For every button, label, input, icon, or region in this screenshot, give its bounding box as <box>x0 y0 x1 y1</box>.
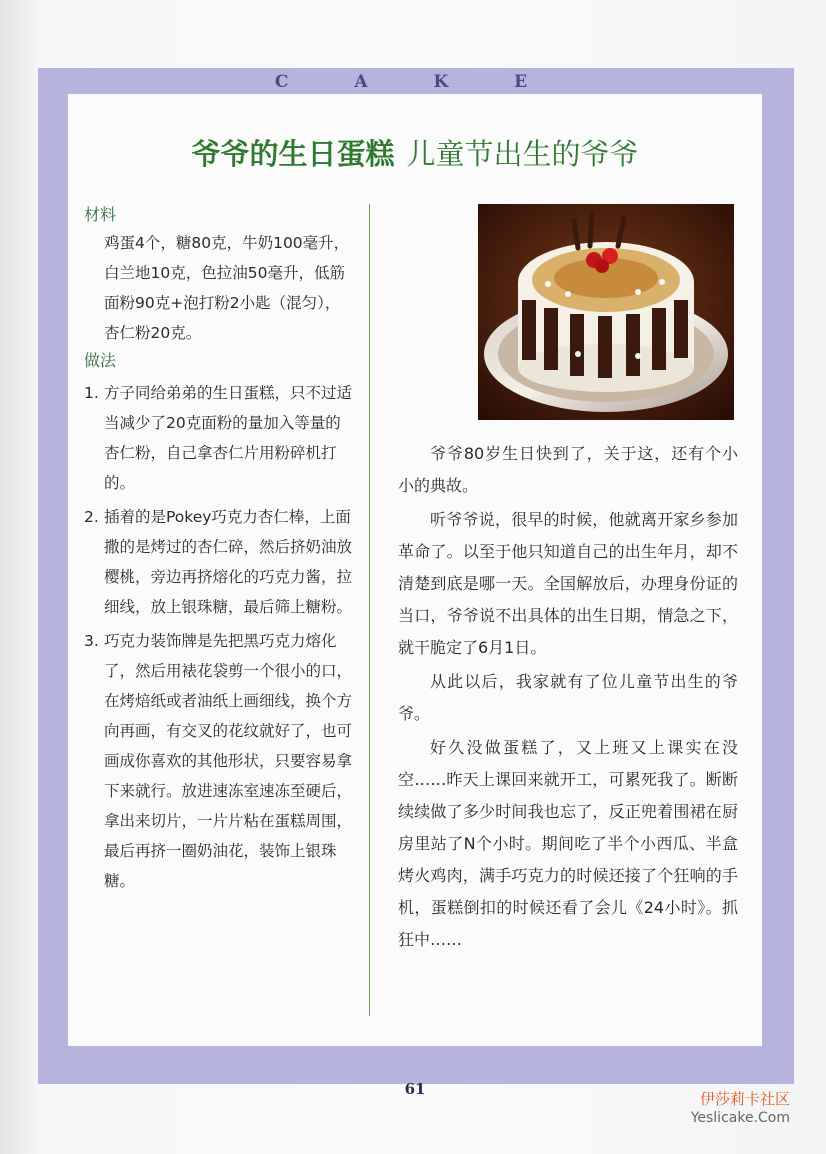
title-main: 爷爷的生日蛋糕 <box>191 137 395 171</box>
page-title <box>68 134 762 174</box>
method-step <box>84 378 354 498</box>
step-text: 方子同给弟弟的生日蛋糕，只不过适当减少了20克面粉的量加入等量的杏仁粉，自己拿杏仁片用粉碎机打的。 <box>104 384 353 492</box>
recipe-column <box>84 202 354 900</box>
method-step <box>84 502 354 622</box>
watermark-en: Yeslicake.Com <box>690 1110 790 1126</box>
step-number: 3. <box>84 632 99 650</box>
page-frame <box>38 68 794 1098</box>
story-paragraph: 听爷爷说，很早的时候，他就离开家乡参加革命了。以至于他只知道自己的出生年月，却不清楚到底是哪一天。全国解放后，办理身份证的当口，爷爷说不出具体的出生日期，情急之下，就干脆定了6月1日。 <box>398 510 738 657</box>
page-number: 61 <box>404 1080 426 1098</box>
watermark-cn: 伊莎莉卡社区 <box>699 1090 790 1108</box>
method-heading: 做法 <box>84 351 117 370</box>
materials-heading: 材料 <box>84 205 117 224</box>
column-divider <box>369 204 370 1016</box>
method-step <box>84 626 354 896</box>
story-paragraph: 爷爷80岁生日快到了，关于这，还有个小小的典故。 <box>398 444 738 495</box>
materials-text: 鸡蛋4个，糖80克，牛奶100毫升，白兰地10克，色拉油50毫升，低筋面粉90克+泡打粉2小匙（混匀），杏仁粉20克。 <box>104 234 350 342</box>
header-label: C A K E <box>274 72 558 92</box>
step-number: 2. <box>84 508 99 526</box>
story-paragraph: 从此以后，我家就有了位儿童节出生的爷爷。 <box>398 672 738 723</box>
step-number: 1. <box>84 384 99 402</box>
cake-illustration <box>478 204 734 420</box>
story-column <box>398 438 738 958</box>
content-panel <box>68 94 762 1098</box>
method-steps <box>84 378 354 896</box>
step-text: 插着的是Pokey巧克力杏仁棒，上面撒的是烤过的杏仁碎，然后挤奶油放樱桃，旁边再挤熔化的巧克力酱，拉细线，放上银珠糖，最后筛上糖粉。 <box>104 508 353 616</box>
title-sub: 儿童节出生的爷爷 <box>406 137 639 171</box>
cake-photo <box>478 204 734 420</box>
step-text: 巧克力装饰牌是先把黑巧克力熔化了，然后用裱花袋剪一个很小的口，在烤焙纸或者油纸上画细线，换个方向再画，有交叉的花纹就好了，也可画成你喜欢的其他形状，只要容易拿下来就行。放进速冻室速冻至硬后，拿出来切片，一片片粘在蛋糕周围，最后再挤一圈奶油花，装饰上银珠糖。 <box>104 632 353 890</box>
story-paragraph: 好久没做蛋糕了，又上班又上课实在没空……昨天上课回来就开工，可累死我了。断断续续做了多少时间我也忘了，反正兜着围裙在厨房里站了N个小时。期间吃了半个小西瓜、半盒烤火鸡肉，满手巧克力的时候还接了个狂响的手机，蛋糕倒扣的时候还看了会儿《24小时》。抓狂中…… <box>398 738 738 949</box>
